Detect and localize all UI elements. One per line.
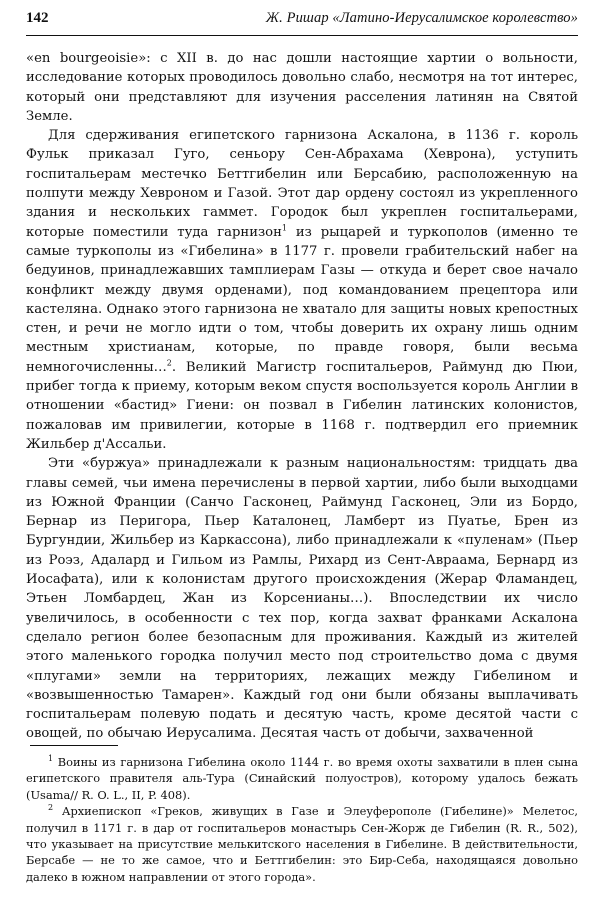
footnote-divider [30, 745, 118, 746]
running-header [26, 10, 578, 36]
footnote-number: 1 [48, 754, 54, 764]
footnote-2 [26, 803, 578, 885]
paragraph-text: Для сдерживания египетского гарнизона Аскалона, в 1136 г. король Фульк приказал Гуго, сеньору Сен-Абрахама (Хеврона), уступить госпитальерам местечко Беттгибелин или Берсабию, расположенную на полпути между Хевроном и Газой. Этот дар ордену состоял из укрепленного здания и нескольких гаммет. Городок был укреплен госпитальерами, которые поместили туда гарнизон [26, 128, 578, 240]
paragraph-text: из рыцарей и туркополов (именно те самые туркополы из «Гибелина» в 1177 г. провели грабительский набег на бедуинов, принадлежавших тамплиерам Газы — откуда и берет свое начало конфликт между двумя орденами), под командованием прецептора или кастеляна. Однако этого гарнизона не хватало для защиты новых крепостных стен, и речи не могло идти о том, чтобы доверить их охрану лишь одним местным христианам, которые, по правде говоря, были весьма немногочисленны… [26, 224, 578, 375]
paragraph-gibelin [26, 126, 578, 454]
paragraph-continued: «en bourgeoisie»: с XII в. до нас дошли настоящие хартии о вольности, исследование которых проводилось довольно слабо, несмотря на тот интерес, который они представляют для изучения расселения латинян на Святой Земле. [26, 51, 578, 124]
footnote-mark-1: 1 [281, 223, 287, 233]
footnote-mark-2: 2 [166, 358, 172, 368]
footnote-text: Архиепископ «Греков, живущих в Газе и Элеуферополе (Гибелине)» Мелетос, получил в 1171 г. в дар от госпитальеров монастырь Сен-Жорж де Гибелин (R. R., 502), что указывает на присутствие мелькитского населения в Гибелине. В действительности, Берсабе — не то же самое, что и Беттгибелин: это Бир-Себа, находящаяся довольно далеко в южном направлении от этого города». [26, 804, 579, 884]
footnotes [26, 745, 578, 885]
book-page [26, 10, 578, 744]
paragraph-bourgeois: Эти «буржуа» принадлежали к разным национальностям: тридцать два главы семей, чьи имена перечислены в первой хартии, либо были выходцами из Южной Франции (Санчо Гасконец, Раймунд Гасконец, Эли из Бордо, Бернар из Перигора, Пьер Каталонец, Ламберт из Пуатье, Брен из Бургундии, Жильбер из Каркассона), либо принадлежали к «пуленам» (Пьер из Роэз, Адалард и Гильом из Рамлы, Рихард из Сент-Авраама, Бернард из Иосафата), или к колонистам другого происхождения (Жерар Фламандец, Этьен Ломбардец, Жан из Корсенианы…). Впоследствии их число увеличилось, в особенности с тех пор, когда захват франками Аскалона сделало регион более безопасным для проживания. Каждый из жителей этого маленького городка получил место под строительство дома с двумя «плугами» земли на территориях, лежащих между Гибелином и «возвышенностью Тамарен». Каждый год они были обязаны выплачивать госпитальерам полевую подать и десятую часть, кроме десятой части с овощей, по обычаю Иерусалима. Десятая часть от добычи, захваченной [26, 456, 578, 742]
main-text [26, 49, 578, 744]
footnote-number: 2 [48, 803, 54, 813]
footnote-text: Воины из гарнизона Гибелина около 1144 г. во время охоты захватили в плен сына египетского правителя аль-Тура (Синайский полуостров), которому удалось бежать (Usama// R. O. L., II, P. 408). [26, 755, 579, 802]
paragraph-text: . Великий Магистр госпитальеров, Раймунд дю Пюи, прибег тогда к приему, которым веком спустя воспользуется король Англии в отношении «бастид» Гиени: он позвал в Гибелин латинских колонистов, пожаловав им привилегии, которые в 1168 г. подтвердил его приемник Жильбер д'Ассальи. [26, 359, 578, 452]
running-title: Ж. Ришар «Латино-Иерусалимское королевство» [265, 10, 578, 26]
page-number: 142 [26, 10, 49, 26]
footnote-1 [26, 754, 578, 803]
